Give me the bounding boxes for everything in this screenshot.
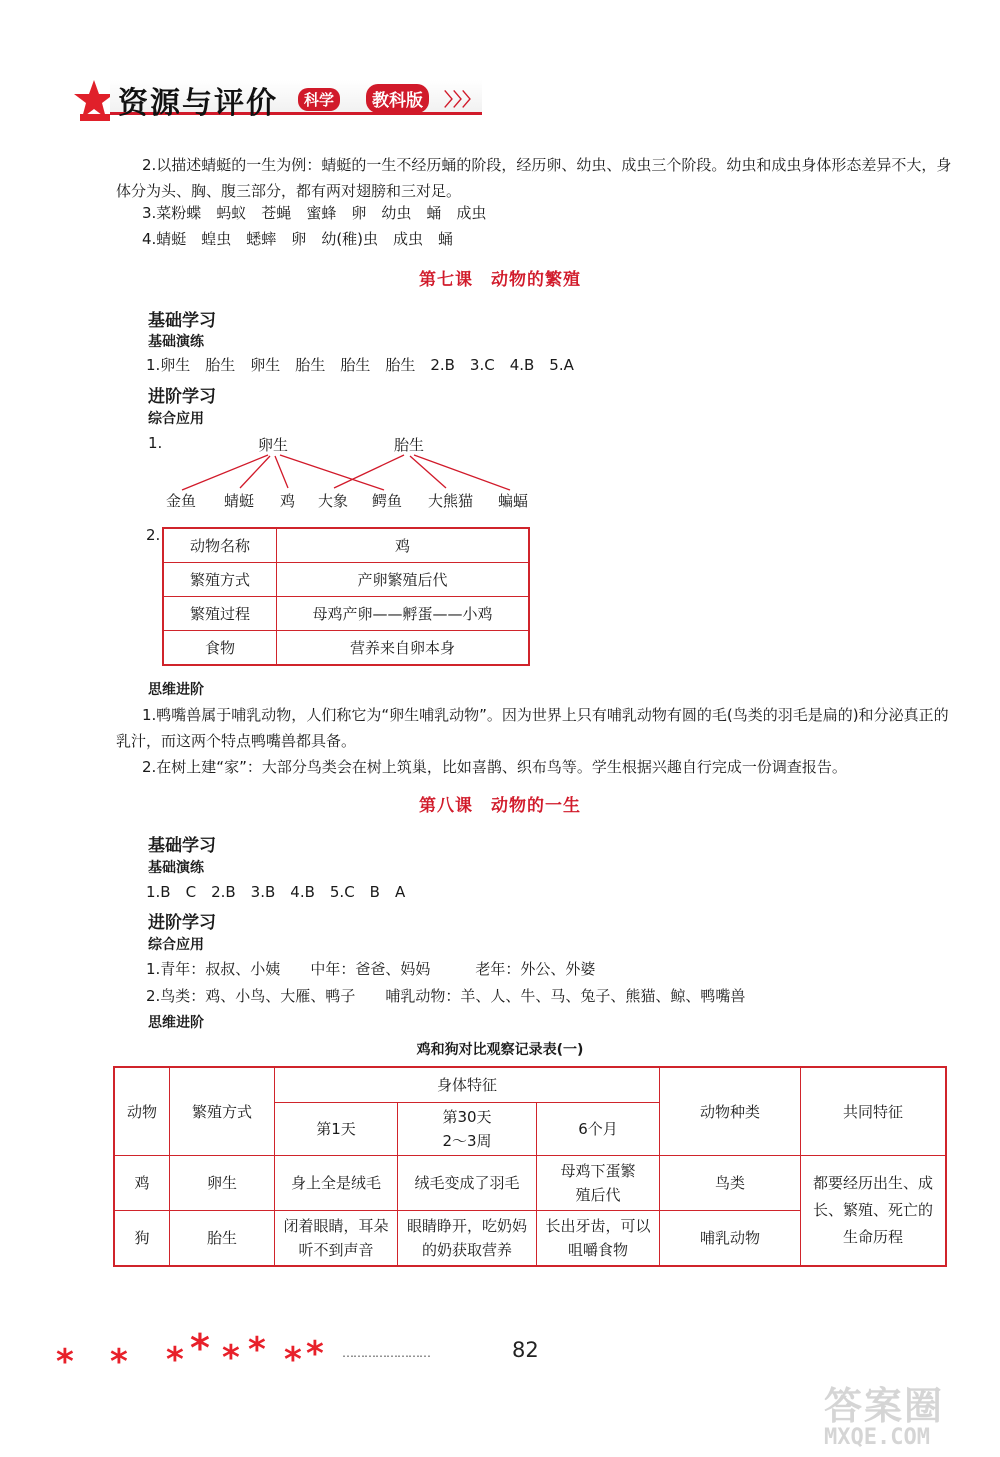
lesson8-adv-item-2: 2.鸟类：鸡、小鸟、大雁、鸭子 哺乳动物：羊、人、牛、马、兔子、熊猫、鲸、鸭嘴兽 — [146, 987, 746, 1005]
star-icon: * — [110, 1342, 128, 1382]
lesson7-adv-sub: 综合应用 — [148, 411, 204, 427]
lesson8-basic-title: 基础学习 — [148, 836, 216, 856]
th-animal-type: 动物种类 — [660, 1067, 801, 1156]
watermark — [824, 1386, 990, 1452]
star-icon: * — [222, 1338, 240, 1378]
star-icon: * — [190, 1326, 210, 1370]
q1-animal-elephant: 大象 — [318, 492, 349, 510]
table-cell: 母鸡产卵——孵蛋——小鸡 — [277, 597, 530, 631]
lesson7-basic-sub: 基础演练 — [148, 334, 204, 350]
table-cell: 营养来自卵本身 — [277, 631, 530, 666]
header-edition: 教科版 — [372, 91, 423, 111]
q1-line-oviparous-chicken — [275, 456, 288, 488]
table-cell: 鸡 — [277, 528, 530, 563]
th-day30-line1: 第30天 — [442, 1108, 492, 1126]
lesson7-think-item-1: 1.鸭嘴兽属于哺乳动物，人们称它为“卵生哺乳动物”。因为世界上只有哺乳动物有圆的毛(鸟类的羽毛是扁的)和分泌真正的乳汁，而这两个特点鸭嘴兽都具备。 — [116, 706, 949, 750]
intro-item-3: 3.菜粉蝶 蚂蚁 苍蝇 蜜蜂 卵 幼虫 蛹 成虫 — [142, 204, 487, 222]
th-day30-line2: 2～3周 — [442, 1132, 492, 1150]
footer-dots: …………………… — [342, 1346, 430, 1360]
table-cell: 闭着眼睛，耳朵听不到声音 — [275, 1211, 398, 1267]
th-animal: 动物 — [114, 1067, 170, 1156]
lesson8-title: 第八课 动物的一生 — [419, 796, 581, 816]
th-day1: 第1天 — [275, 1103, 398, 1156]
q2-table — [162, 527, 530, 666]
table-cell: 鸡 — [114, 1156, 170, 1211]
q1-group-viviparous: 胎生 — [394, 436, 425, 454]
table-cell: 产卵繁殖后代 — [277, 563, 530, 597]
table-row — [114, 1067, 946, 1103]
star-icon: * — [284, 1340, 302, 1380]
lesson8-adv-item-1: 1.青年：叔叔、小姨 中年：爸爸、妈妈 老年：外公、外婆 — [146, 960, 596, 978]
comparison-table-title: 鸡和狗对比观察记录表(一) — [416, 1042, 584, 1058]
table-cell: 狗 — [114, 1211, 170, 1267]
lesson8-adv-title: 进阶学习 — [148, 913, 216, 933]
table-cell: 母鸡下蛋繁殖后代 — [537, 1156, 660, 1211]
table-cell: 绒毛变成了羽毛 — [398, 1156, 537, 1211]
header-subject: 科学 — [304, 91, 335, 109]
th-common-features: 共同特征 — [801, 1067, 947, 1156]
table-cell: 胎生 — [170, 1211, 275, 1267]
watermark-url: MXQE.COM — [824, 1425, 930, 1450]
lesson7-basic-title: 基础学习 — [148, 311, 216, 331]
q1-line-viviparous-panda — [410, 456, 446, 488]
watermark-text: 答案圈 — [824, 1384, 945, 1428]
table-cell-common: 都要经历出生、成长、繁殖、死亡的生命历程 — [801, 1156, 947, 1267]
q1-animal-goldfish: 金鱼 — [166, 492, 197, 510]
q1-animal-dragonfly: 蜻蜓 — [224, 492, 255, 510]
table-row — [163, 597, 529, 631]
table-cell: 食物 — [163, 631, 277, 666]
th-body-features: 身体特征 — [275, 1067, 660, 1103]
table-cell: 繁殖方式 — [163, 563, 277, 597]
lesson7-think-item-2: 2.在树上建“家”：大部分鸟类会在树上筑巢，比如喜鹊、织布鸟等。学生根据兴趣自行完成一份调查报告。 — [142, 758, 847, 776]
th-day30 — [398, 1103, 537, 1156]
comparison-table — [113, 1066, 947, 1267]
q1-animal-chicken: 鸡 — [280, 492, 296, 510]
table-cell: 身上全是绒毛 — [275, 1156, 398, 1211]
table-row — [163, 631, 529, 666]
q1-animal-bat: 蝙蝠 — [498, 492, 529, 510]
q1-animal-panda: 大熊猫 — [428, 492, 474, 510]
lesson8-adv-sub: 综合应用 — [148, 937, 204, 953]
table-cell: 哺乳动物 — [660, 1211, 801, 1267]
table-cell: 繁殖过程 — [163, 597, 277, 631]
lesson8-basic-sub: 基础演练 — [148, 860, 204, 876]
star-icon: * — [166, 1340, 184, 1380]
intro-item-2: 2.以描述蜻蜓的一生为例：蜻蜓的一生不经历蛹的阶段，经历卵、幼虫、成虫三个阶段。幼虫和成虫身体形态差异不大，身体分为头、胸、腹三部分，都有两对翅膀和三对足。 — [116, 156, 952, 200]
q1-animal-crocodile: 鳄鱼 — [372, 492, 403, 510]
lesson7-title: 第七课 动物的繁殖 — [419, 270, 581, 290]
header-title: 资源与评价 — [118, 86, 278, 121]
q2-number: 2. — [146, 526, 161, 544]
lesson7-basic-answers: 1.卵生 胎生 卵生 胎生 胎生 胎生 2.B 3.C 4.B 5.A — [146, 356, 574, 374]
lesson7-adv-title: 进阶学习 — [148, 387, 216, 407]
lesson8-think-title: 思维进阶 — [148, 1015, 204, 1031]
star-icon: * — [56, 1342, 74, 1382]
page-number: 82 — [512, 1338, 539, 1362]
table-cell: 卵生 — [170, 1156, 275, 1211]
header-arrows: 〉〉〉 — [444, 90, 480, 111]
q1-group-oviparous: 卵生 — [258, 436, 289, 454]
lesson7-think-title: 思维进阶 — [148, 682, 204, 698]
star-icon: * — [306, 1334, 324, 1374]
table-cell: 眼睛睁开，吃奶妈的奶获取营养 — [398, 1211, 537, 1267]
lesson8-basic-answers: 1.B C 2.B 3.B 4.B 5.C B A — [146, 883, 406, 901]
table-cell: 长出牙齿，可以咀嚼食物 — [537, 1211, 660, 1267]
star-icon: * — [248, 1330, 266, 1370]
q1-connection-lines — [0, 0, 1000, 520]
q1-line-viviparous-elephant — [334, 455, 404, 488]
q1-number: 1. — [148, 434, 163, 452]
table-cell: 动物名称 — [163, 528, 277, 563]
table-row — [163, 528, 529, 563]
table-cell: 鸟类 — [660, 1156, 801, 1211]
intro-item-4: 4.蜻蜓 蝗虫 蟋蟀 卵 幼(稚)虫 成虫 蛹 — [142, 230, 454, 248]
table-row — [114, 1156, 946, 1211]
th-reproduction: 繁殖方式 — [170, 1067, 275, 1156]
table-row — [163, 563, 529, 597]
th-6months: 6个月 — [537, 1103, 660, 1156]
